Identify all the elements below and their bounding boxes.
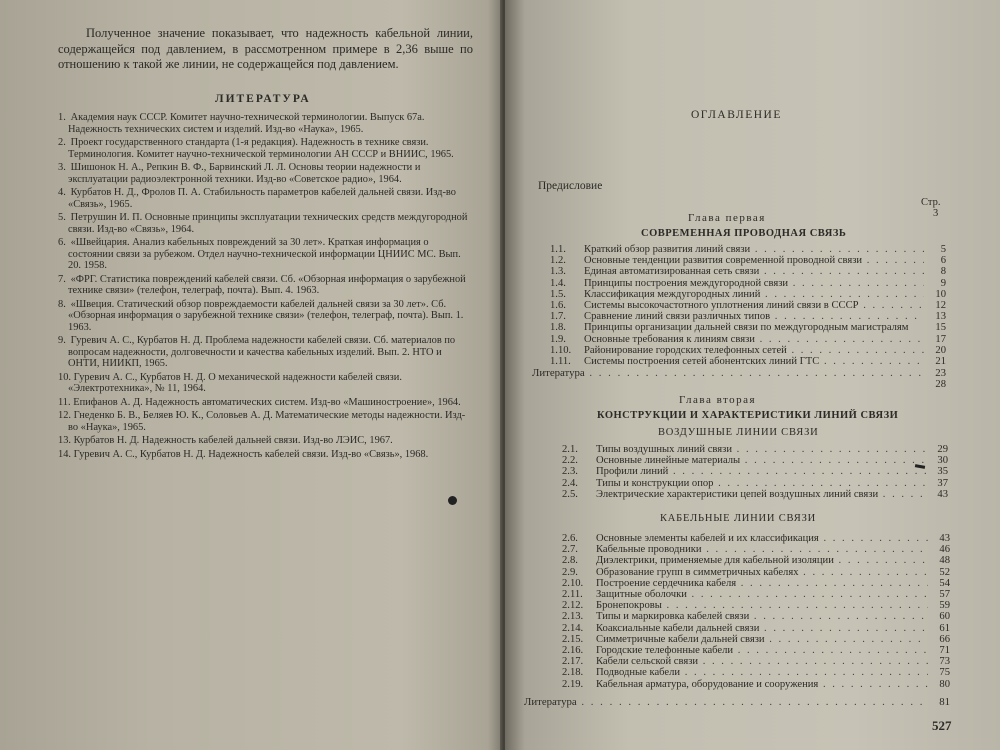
toc-entry-number: 1.10. <box>550 344 572 356</box>
reference-text: Академия наук СССР. Комитет научно-технической терминологии. Выпуск 67а. Надежность технических систем и изделий. Изд-во «Наука», 1965. <box>68 112 425 135</box>
toc-entry-page: 15 <box>935 322 946 334</box>
reference-number: 2. <box>58 137 66 148</box>
toc-entry-title: Принципы организации дальней связи по междугородным магистралям <box>584 322 909 334</box>
toc-entry-title: Коаксиальные кабели дальней связи . . . <box>596 623 928 634</box>
toc-entry-page: 10 <box>935 288 946 300</box>
toc-entry-number: 2.15. <box>562 633 584 645</box>
toc-entry[interactable] <box>550 334 946 345</box>
toc-entry-title: Районирование городских телефонных сетей . . . <box>584 345 924 356</box>
reference-number: 1. <box>58 112 66 123</box>
toc-entry-number: 2.18. <box>562 667 584 679</box>
toc-entry-page: 37 <box>937 477 948 489</box>
toc-entry-number: 1.9. <box>550 333 566 345</box>
toc-entry-page: 43 <box>939 533 950 544</box>
reference-number: 6. <box>58 237 66 248</box>
reference-item <box>58 187 468 210</box>
toc-entry-number: 2.12. <box>562 600 584 612</box>
toc-preface: Предисловие <box>538 180 603 192</box>
toc-entry[interactable] <box>562 634 950 645</box>
reference-number: 9. <box>58 335 66 346</box>
toc-entry-page: 29 <box>937 444 948 455</box>
reference-item <box>58 397 468 409</box>
reference-number: 4. <box>58 187 66 198</box>
ink-dot <box>448 496 457 505</box>
reference-number: 13. <box>58 435 71 446</box>
toc-entry-title: Профили линий . . . <box>596 466 926 477</box>
reference-number: 14. <box>58 448 71 460</box>
toc-entry-number: 2.5. <box>562 488 578 500</box>
toc-entry-title: Кабельные проводники . . . <box>596 544 928 555</box>
chapter2-literature: Литература . . . 81 <box>524 696 950 708</box>
chapter2-label: Глава вторая <box>679 394 757 406</box>
toc-entry-number: 1.2. <box>550 255 566 267</box>
toc-entry[interactable] <box>562 478 948 489</box>
reference-text: Курбатов Н. Д., Фролов П. А. Стабильность параметров кабелей дальней связи. Изд-во «Связь», 1965. <box>68 187 456 210</box>
toc-entry-number: 2.17. <box>562 656 584 668</box>
toc-entry-page: 54 <box>939 577 950 589</box>
toc-entry-page: 5 <box>940 244 946 255</box>
reference-text: «ФРГ. Статистика повреждений кабелей связи. Сб. «Обзорная информация о зарубежной технике связи» (телефон, телеграф, почта). Вып. 4. 1963. <box>68 273 466 296</box>
toc-entry[interactable] <box>562 600 950 611</box>
reference-item <box>58 410 468 433</box>
chapter2-cable-toc <box>562 533 950 690</box>
toc-entry-number: 1.7. <box>550 311 566 323</box>
toc-entry-title: Основные элементы кабелей и их классификация . . . <box>596 533 928 544</box>
toc-entry[interactable] <box>550 255 946 266</box>
toc-entry-page: 60 <box>939 611 950 623</box>
page-number: 527 <box>932 718 952 733</box>
toc-entry-page: 30 <box>937 455 948 467</box>
chapter1-literature: Литература . . . 23 <box>532 367 946 379</box>
chapter2-title: КОНСТРУКЦИИ И ХАРАКТЕРИСТИКИ ЛИНИЙ СВЯЗИ <box>597 410 899 421</box>
toc-entry[interactable] <box>550 345 946 356</box>
chapter1-title: СОВРЕМЕННАЯ ПРОВОДНАЯ СВЯЗЬ <box>641 228 847 239</box>
toc-entry-number: 2.4. <box>562 477 578 489</box>
reference-text: «Швейцария. Анализ кабельных повреждений за 30 лет». Краткая информация о состоянии связи за рубежом. Отдел научно-технической информации ЦНИИС МС. Вып. 20. 1958. <box>68 237 461 271</box>
toc-entry-page: 73 <box>939 656 950 668</box>
toc-entry[interactable] <box>550 244 946 255</box>
toc-entry-number: 2.14. <box>562 622 584 634</box>
reference-number: 10. <box>58 371 71 383</box>
toc-entry-number: 2.1. <box>562 444 578 455</box>
toc-entry-page: 20 <box>935 344 946 356</box>
reference-item <box>58 237 468 272</box>
reference-item <box>58 212 468 235</box>
toc-entry-number: 1.4. <box>550 277 566 289</box>
toc-entry-page: 59 <box>939 600 950 612</box>
reference-item <box>58 372 468 395</box>
toc-entry-title: Классификация междугородных линий . . . <box>584 289 924 300</box>
toc-entry[interactable] <box>562 567 950 578</box>
toc-entry-number: 2.13. <box>562 611 584 623</box>
toc-entry-title: Основные тенденции развития современной проводной связи . . . <box>584 255 924 266</box>
toc-entry-title: Системы построения сетей абонентских линий ГТС . . . <box>584 356 924 367</box>
toc-entry-page: 8 <box>940 266 946 278</box>
reference-item <box>58 449 468 461</box>
subsection-overhead-lines: ВОЗДУШНЫЕ ЛИНИИ СВЯЗИ <box>658 427 819 438</box>
toc-entry-page: 80 <box>939 678 950 690</box>
toc-entry-number: 2.7. <box>562 544 578 556</box>
toc-entry-title: Основные линейные материалы . . . <box>596 455 926 466</box>
toc-title: ОГЛАВЛЕНИЕ <box>691 109 782 121</box>
reference-text: Шишонок Н. А., Репкин В. Ф., Барвинский Л. Л. Основы теории надежности и эксплуатации радиоэлектронной техники. Изд-во «Советское радио», 1964. <box>68 162 421 185</box>
toc-entry-title: Кабели сельской связи . . . <box>596 656 928 667</box>
toc-entry-page: 75 <box>939 667 950 679</box>
reference-item <box>58 137 468 160</box>
toc-entry-page: 52 <box>939 566 950 578</box>
chapter2-overhead-toc <box>562 444 948 500</box>
toc-entry-title: Симметричные кабели дальней связи . . . <box>596 634 928 645</box>
toc-entry-page: 6 <box>940 255 946 267</box>
subsection-cable-lines: КАБЕЛЬНЫЕ ЛИНИИ СВЯЗИ <box>660 513 817 524</box>
toc-entry[interactable] <box>562 645 950 656</box>
chapter1-label: Глава первая <box>688 212 766 224</box>
toc-entry[interactable] <box>562 623 950 634</box>
toc-entry[interactable] <box>562 679 950 690</box>
reference-number: 7. <box>58 273 66 285</box>
toc-entry[interactable] <box>562 544 950 555</box>
toc-entry-page: 57 <box>939 589 950 601</box>
references-list <box>58 112 468 462</box>
reference-text: Курбатов Н. Д. Надежность кабелей дальней связи. Изд-во ЛЭИС, 1967. <box>73 435 393 446</box>
toc-entry-title: Основные требования к линиям связи . . . <box>584 334 924 345</box>
toc-entry-number: 2.11. <box>562 589 583 601</box>
toc-entry-number: 2.8. <box>562 555 578 567</box>
intro-paragraph: Полученное значение показывает, что надежность кабельной линии, содержащейся под давлением, в рассмотренном примере в 2,36 выше по отношению к такой же линии, не содержащейся под давлением. <box>58 26 473 71</box>
toc-entry-page: 12 <box>935 300 946 312</box>
toc-entry-page: 66 <box>939 633 950 645</box>
reference-number: 12. <box>58 410 71 421</box>
chapter1-literature-page2: 28 <box>935 379 946 390</box>
toc-entry[interactable] <box>562 489 948 500</box>
toc-entry-title: Кабельная арматура, оборудование и сооружения . . . <box>596 679 928 690</box>
toc-entry-number: 1.3. <box>550 266 566 278</box>
toc-entry-title: Типы воздушных линий связи . . . <box>596 444 926 455</box>
reference-text: Петрушин И. П. Основные принципы эксплуатации технических средств междугородной связи. Изд-во «Связь», 1964. <box>68 212 468 235</box>
toc-entry[interactable] <box>562 656 950 667</box>
reference-text: Гуревич А. С., Курбатов Н. Д. О механической надежности кабелей связи. «Электротехника», № 11, 1964. <box>68 371 402 394</box>
toc-entry-page: 17 <box>935 333 946 345</box>
toc-entry-number: 2.16. <box>562 645 584 657</box>
toc-entry[interactable] <box>550 322 946 333</box>
reference-item <box>58 274 468 297</box>
toc-entry-title: Бронепокровы . . . <box>596 600 928 611</box>
toc-entry[interactable] <box>550 356 946 367</box>
reference-item <box>58 435 468 447</box>
toc-entry-page: 21 <box>935 356 946 368</box>
toc-entry-number: 1.6. <box>550 300 566 312</box>
toc-entry-page: 48 <box>939 555 950 567</box>
toc-entry-page: 13 <box>935 311 946 323</box>
reference-item <box>58 299 468 334</box>
page-column-label: Стр. 3 <box>921 197 941 219</box>
toc-entry-number: 2.9. <box>562 566 578 578</box>
toc-entry-title: Принципы построения междугородной связи . . . <box>584 278 924 289</box>
toc-entry-title: Типы и маркировка кабелей связи . . . <box>596 611 928 622</box>
reference-number: 5. <box>58 212 66 223</box>
toc-entry-title: Краткий обзор развития линий связи . . . <box>584 244 924 255</box>
reference-item <box>58 112 468 135</box>
toc-entry[interactable] <box>562 589 950 600</box>
toc-entry-page: 9 <box>940 277 946 289</box>
toc-entry[interactable] <box>550 300 946 311</box>
literature-heading: ЛИТЕРАТУРА <box>215 93 311 105</box>
toc-entry[interactable] <box>562 466 948 477</box>
toc-entry[interactable] <box>562 444 948 455</box>
reference-text: Проект государственного стандарта (1-я редакция). Надежность в технике связи. Терминология. Комитет научно-технической терминологии АН СССР и ВНИИС, 1965. <box>68 137 454 160</box>
toc-entry-number: 1.5. <box>550 288 566 300</box>
reference-number: 11. <box>58 396 71 408</box>
toc-entry-page: 61 <box>939 622 950 634</box>
toc-entry-number: 2.19. <box>562 678 584 690</box>
toc-entry-title: Образование групп в симметричных кабелях . . . <box>596 567 928 578</box>
toc-entry[interactable] <box>550 311 946 322</box>
toc-entry-number: 2.2. <box>562 455 578 467</box>
toc-entry[interactable] <box>562 533 950 544</box>
toc-entry[interactable] <box>562 667 950 678</box>
reference-number: 8. <box>58 298 66 310</box>
toc-entry[interactable] <box>562 611 950 622</box>
reference-text: Гнеденко Б. В., Беляев Ю. К., Соловьев А. Д. Математические методы надежности. Изд-во «Наука», 1965. <box>68 410 466 433</box>
toc-entry-number: 1.1. <box>550 244 566 255</box>
toc-entry-number: 2.10. <box>562 577 584 589</box>
reference-text: Гуревич А. С., Курбатов Н. Д. Надежность кабелей связи. Изд-во «Связь», 1968. <box>73 448 429 460</box>
toc-entry-title: Диэлектрики, применяемые для кабельной изоляции . . . <box>596 555 928 566</box>
toc-entry[interactable] <box>550 289 946 300</box>
toc-entry-number: 1.11. <box>550 356 571 368</box>
toc-entry[interactable] <box>550 278 946 289</box>
toc-entry[interactable] <box>562 578 950 589</box>
reference-item <box>58 162 468 185</box>
toc-entry-title: Системы высокочастотного уплотнения линий связи в СССР . . . <box>584 300 924 311</box>
toc-entry-page: 46 <box>939 544 950 556</box>
toc-entry-number: 2.6. <box>562 533 578 544</box>
reference-item <box>58 335 468 370</box>
toc-entry-page: 71 <box>939 645 950 657</box>
toc-entry-number: 2.3. <box>562 466 578 478</box>
toc-entry[interactable] <box>562 455 948 466</box>
toc-entry-page: 43 <box>937 488 948 500</box>
toc-entry[interactable] <box>550 266 946 277</box>
toc-entry-title: Подводные кабели . . . <box>596 667 928 678</box>
reference-text: Гуревич А. С., Курбатов Н. Д. Проблема надежности кабелей связи. Сб. материалов по вопросам надежности, долговечности и качества кабельных изделий. Вып. 2. НТО и ОНТИ, НИИКП, 1965. <box>68 335 456 369</box>
chapter1-toc <box>550 244 946 367</box>
reference-text: Епифанов А. Д. Надежность автоматических систем. Изд-во «Машиностроение», 1964. <box>73 396 461 408</box>
toc-entry-number: 1.8. <box>550 322 566 334</box>
toc-entry-title: Единая автоматизированная сеть связи . . . <box>584 266 924 277</box>
toc-entry[interactable] <box>562 555 950 566</box>
toc-entry-title: Сравнение линий связи различных типов . . . <box>584 311 924 322</box>
reference-text: «Швеция. Статический обзор повреждаемости кабелей дальней связи за 30 лет». Сб. «Обзорная информация о зарубежной технике связи» (телефон, телеграф, почта). Вып. 1. 1963. <box>68 298 464 333</box>
toc-entry-title: Построение сердечника кабеля . . . <box>596 578 928 589</box>
toc-entry-title: Типы и конструкции опор . . . <box>596 478 926 489</box>
toc-entry-title: Электрические характеристики цепей воздушных линий связи . . . <box>596 489 926 500</box>
toc-entry-title: Защитные оболочки . . . <box>596 589 928 600</box>
toc-entry-title: Городские телефонные кабели . . . <box>596 645 928 656</box>
reference-number: 3. <box>58 162 66 173</box>
toc-entry-page: 35 <box>937 466 948 478</box>
